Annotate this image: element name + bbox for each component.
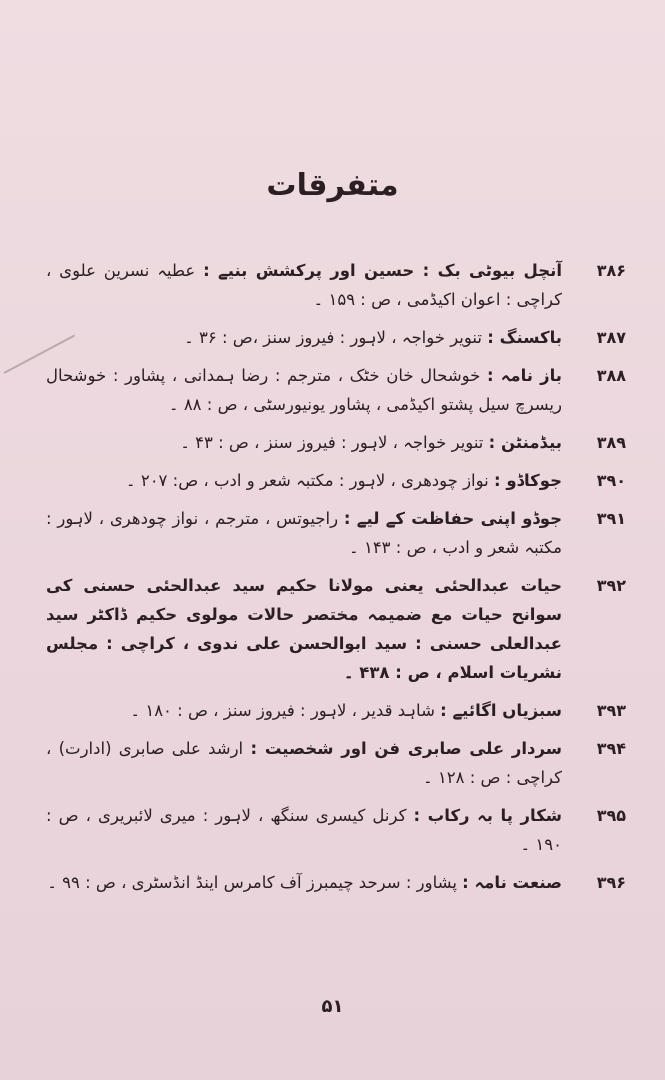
entry-title: شکار پا بہ رکاب : [413,806,563,825]
entry-number: ۳۹۳ [596,701,626,720]
entry-text [46,428,562,457]
entry-citation: عطیہ نسرین علوی ، کراچی : اعوان اکیڈمی ، ص : ۱۵۹ ۔ [46,261,562,309]
list-item [46,571,626,687]
page-title: متفرقات [266,168,399,203]
entry-number: ۳۹۱ [596,509,626,528]
entry-number: ۳۹۲ [596,576,626,595]
entry-title: سبزیاں اگائیے : [440,701,562,720]
entry-citation: ارشد علی صابری (ادارت) ، کراچی : ص : ۱۲۸ ۔ [46,739,562,787]
entry-title: جوڈو اپنی حفاظت کے لیے : [343,509,563,528]
list-item [46,696,626,725]
entry-citation: نواز چودھری ، لاہور : مکتبہ شعر و ادب ، ص: ۲۰۷ ۔ [125,471,489,490]
entry-text [46,466,562,495]
list-item [46,466,626,495]
entry-citation: پشاور : سرحد چیمبرز آف کامرس اینڈ انڈسٹری ، ص : ۹۹ ۔ [47,873,457,892]
entry-number: ۳۸۹ [596,433,626,452]
entry-citation: خوشحال خان خٹک ، مترجم : رضا ہمدانی ، پشاور : خوشحال ریسرچ سیل پشتو اکیڈمی ، پشاور یونیورسٹی ، ص : ۸۸ ۔ [46,366,562,414]
entry-text [46,696,562,725]
entry-number: ۳۹۶ [596,873,626,892]
entry-title: صنعت نامہ : [462,873,562,892]
entry-citation: تنویر خواجہ ، لاہور : فیروز سنز ، ص : ۴۳ ۔ [180,433,484,452]
entry-title: حیات عبدالحئی یعنی مولانا حکیم سید عبدالحئی حسنی کی سوانح حیات مع ضمیمہ مختصر حالات مولوی حکیم ڈاکٹر سید عبدالعلی حسنی : [46,576,562,653]
entry-text [46,504,562,562]
entry-text [46,801,562,859]
list-item [46,868,626,897]
entry-number: ۳۸۸ [596,366,626,385]
list-item [46,256,626,314]
entry-text [46,323,562,352]
list-item [46,428,626,457]
entry-text [46,361,562,419]
entry-number: ۳۸۶ [596,261,626,280]
entry-citation: سید ابوالحسن علی ندوی ، کراچی : مجلس نشریات اسلام ، ص : ۴۳۸ ۔ [46,634,562,682]
entry-citation: شاہد قدیر ، لاہور : فیروز سنز ، ص : ۱۸۰ ۔ [130,701,435,720]
list-item [46,504,626,562]
entry-citation: کرنل کیسری سنگھ ، لاہور : میری لائبریری ، ص : ۱۹۰ ۔ [46,806,562,854]
entry-list [46,256,626,906]
entry-number: ۳۸۷ [596,328,626,347]
entry-text [46,734,562,792]
list-item [46,801,626,859]
page-number: ۵۱ [321,996,344,1017]
entry-text [46,256,562,314]
entry-number: ۳۹۰ [596,471,626,490]
entry-number: ۳۹۵ [596,806,626,825]
entry-title: سردار علی صابری فن اور شخصیت : [250,739,562,758]
list-item [46,734,626,792]
entry-title: باکسنگ : [487,328,562,347]
entry-citation: تنویر خواجہ ، لاہور : فیروز سنز ،ص : ۳۶ ۔ [184,328,482,347]
list-item [46,361,626,419]
entry-number: ۳۹۴ [596,739,626,758]
list-item [46,323,626,352]
entry-citation: راجیوتس ، مترجم ، نواز چودھری ، لاہور : مکتبہ شعر و ادب ، ص : ۱۴۳ ۔ [46,509,562,557]
entry-title: باز نامہ : [487,366,562,385]
entry-title: آنچل بیوٹی بک : حسین اور پرکشش بنیے : [203,261,563,280]
entry-text [46,571,562,687]
entry-title: بیڈمنٹن : [488,433,562,452]
entry-text [46,868,562,897]
entry-title: جوکاڈو : [494,471,562,490]
